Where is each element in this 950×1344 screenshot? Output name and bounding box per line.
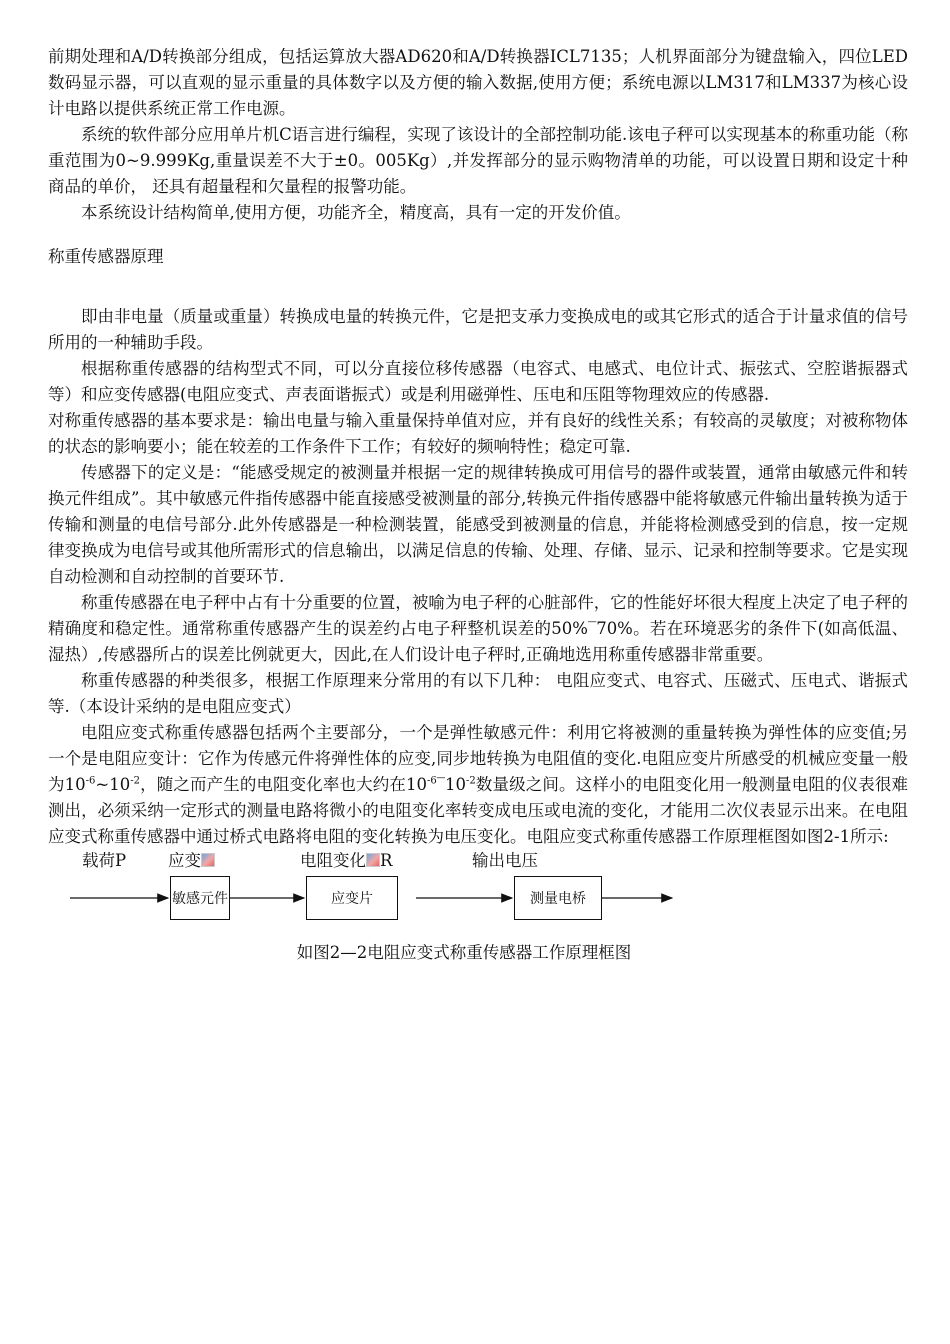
exponent: -2 [130, 775, 140, 787]
block-diagram [48, 850, 908, 940]
text-run: 数量级之间。这样小的电阻变化用一般测量电阻的仪表很难测出，必须采纳一定形式的测量电路将微小的电阻变化率转变成电压或电流的变化，才能用二次仪表显示出来。在电阻应变式称重传感器中通过桥式电路将电阻的变化转换为电压变化。电阻应变式称重传感器工作原理框图如图2-1所示: [48, 775, 909, 846]
paragraph-types: 根据称重传感器的结构型式不同，可以分直接位移传感器（电容式、电感式、电位计式、振弦式、空腔谐振器式等）和应变传感器(电阻应变式、声表面谐振式）或是利用磁弹性、压电和压阻等物理效应的传感器. [48, 359, 908, 404]
paragraph-software: 系统的软件部分应用单片机C语言进行编程，实现了该设计的全部控制功能.该电子秤可以实现基本的称重功能（称重范围为0~9.999Kg,重量误差不大于±0。005Kg）,并发挥部分的显示购物清单的功能，可以设置日期和设定十种商品的单价， 还具有超量程和欠量程的报警功能。 [48, 125, 908, 196]
paragraph-requirements: 对称重传感器的基本要求是：输出电量与输入重量保持单值对应，并有良好的线性关系；有较高的灵敏度；对被称物体的状态的影响要小；能在较差的工作条件下工作；有较好的频响特性；稳定可靠. [48, 411, 908, 456]
box-sensing-element: 敏感元件 [170, 876, 230, 920]
text-run: ，随之而产生的电阻变化率也大约在10 [139, 775, 428, 794]
figure-caption: 如图2—2电阻应变式称重传感器工作原理框图 [296, 943, 632, 962]
text-run: 电阻应变式称重传感器包括两个主要部分，一个是弹性敏感元件：利用它将被测的重量转换为弹性体的应变值;另一个是电阻应变计：它作为传感元件将弹性体的应变,同步地转换为电阻值的变化.电阻应变片所感受的机械应变量一般为10 [48, 723, 908, 794]
paragraph-sensor-definition: 传感器下的定义是：“能感受规定的被测量并根据一定的规律转换成可用信号的器件或装置，通常由敏感元件和转换元件组成”。其中敏感元件指传感器中能直接感受被测量的部分,转换元件指传感器中能将敏感元件输出量转换为适于传输和测量的电信号部分.此外传感器是一种检测装置，能感受到被测量的信息，并能将检测感受到的信息，按一定规律变换成为电信号或其他所需形式的信息输出，以满足信息的传输、处理、存储、显示、记录和控制等要求。它是实现自动检测和自动控制的首要环节. [48, 463, 908, 586]
box-strain-gauge: 应变片 [306, 876, 398, 920]
section-heading: 称重传感器原理 [48, 247, 164, 266]
label-load: 载荷P [82, 851, 127, 870]
paragraph-importance: 称重传感器在电子秤中占有十分重要的位置，被喻为电子秤的心脏部件，它的性能好坏很大程度上决定了电子秤的精确度和稳定性。通常称重传感器产生的误差约占电子秤整机误差的50%‾70%。若在环境恶劣的条件下(如高低温、湿热）,传感器所占的误差比例就更大，因此,在人们设计电子秤时,正确地选用称重传感器非常重要。 [48, 593, 908, 664]
spacer [48, 270, 908, 304]
label-output-voltage: 输出电压 [472, 851, 538, 870]
text-run: ~10 [95, 775, 131, 794]
label-resistance-suffix: R [380, 851, 393, 870]
paragraph-summary: 本系统设计结构简单,使用方便，功能齐全，精度高，具有一定的开发价值。 [81, 203, 631, 222]
document-page [48, 44, 908, 966]
exponent: -6 [85, 775, 96, 787]
text-run: ‾10 [436, 775, 467, 794]
label-strain-text: 应变 [168, 851, 201, 870]
paragraph-strain-gauge [48, 720, 908, 850]
box-measuring-bridge: 测量电桥 [514, 876, 602, 920]
paragraph-hardware: 前期处理和A/D转换部分组成，包括运算放大器AD620和A/D转换器ICL7135；人机界面部分为键盘输入，四位LED数码显示器，可以直观的显示重量的具体数字以及方便的输入数据,使用方便；系统电源以LM317和LM337为核心设计电路以提供系统正常工作电源。 [48, 47, 908, 118]
paragraph-categories: 称重传感器的种类很多，根据工作原理来分常用的有以下几种： 电阻应变式、电容式、压磁式、压电式、谐振式等.（本设计采纳的是电阻应变式） [48, 671, 908, 716]
paragraph-definition: 即由非电量（质量或重量）转换成电量的转换元件，它是把支承力变换成电的或其它形式的适合于计量求值的信号所用的一种辅助手段。 [48, 307, 908, 352]
exponent: -6 [427, 775, 437, 787]
spacer [48, 226, 908, 244]
label-resistance-text: 电阻变化 [300, 851, 366, 870]
exponent: -2 [466, 775, 476, 787]
